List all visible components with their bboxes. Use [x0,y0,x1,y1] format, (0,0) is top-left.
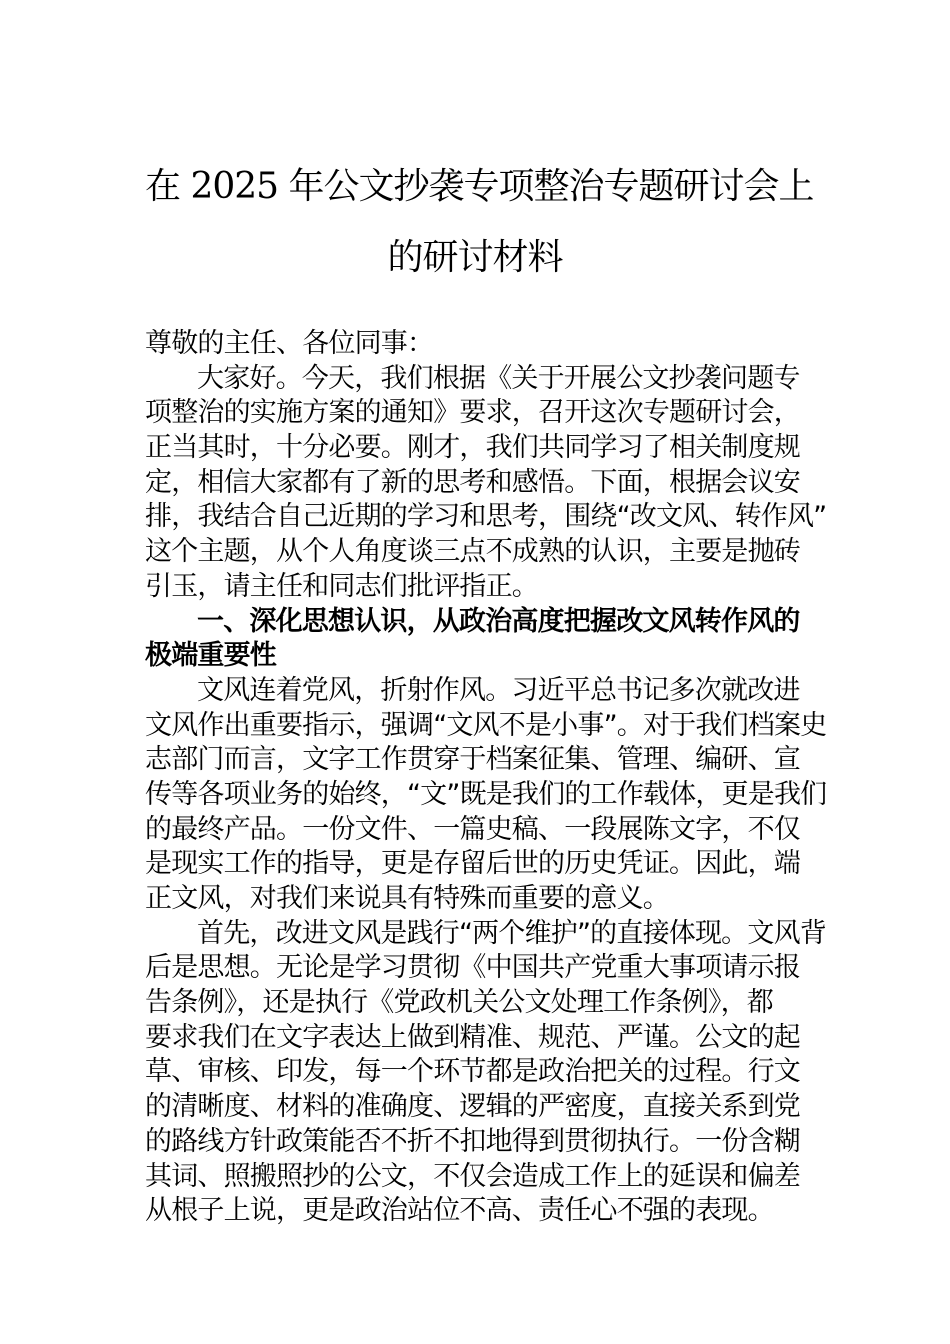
paragraph-line: 大家好。今天，我们根据《关于开展公文抄袭问题专 [197,362,800,394]
paragraph-line: 草、审核、印发，每一个环节都是政治把关的过程。行文 [145,1056,800,1088]
section-heading-line: 一、深化思想认识，从政治高度把握改文风转作风的 [197,605,800,637]
paragraph-line: 的清晰度、材料的准确度、逻辑的严密度，直接关系到党 [145,1091,800,1123]
paragraph-line: 其词、照搬照抄的公文，不仅会造成工作上的延误和偏差 [145,1160,800,1192]
paragraph-line: 志部门而言，文字工作贯穿于档案征集、管理、编研、宣 [145,744,800,776]
paragraph-line: 传等各项业务的始终，“文”既是我们的工作载体，更是我们 [145,778,827,810]
paragraph-line: 告条例》，还是执行《党政机关公文处理工作条例》，都 [145,987,773,1019]
document-title-line-2: 的研讨材料 [387,237,563,278]
paragraph-line: 文风连着党风，折射作风。习近平总书记多次就改进 [197,674,800,706]
document-body [145,327,827,1229]
paragraph-line: 定，相信大家都有了新的思考和感悟。下面，根据会议安 [145,466,800,498]
paragraph-line: 的最终产品。一份文件、一篇史稿、一段展陈文字，不仅 [145,813,800,845]
paragraph-line: 的路线方针政策能否不折不扣地得到贯彻执行。一份含糊 [145,1125,800,1157]
paragraph-line: 正当其时，十分必要。刚才，我们共同学习了相关制度规 [145,432,800,464]
paragraph-line: 正文风，对我们来说具有特殊而重要的意义。 [145,883,669,914]
paragraph-line: 项整治的实施方案的通知》要求，召开这次专题研讨会， [145,397,800,429]
paragraph-line: 引玉，请主任和同志们批评指正。 [145,570,538,602]
paragraph-line: 这个主题，从个人角度谈三点不成熟的认识，主要是抛砖 [145,536,800,568]
paragraph-line: 后是思想。无论是学习贯彻《中国共产党重大事项请示报 [145,952,800,984]
paragraph-line: 从根子上说，更是政治站位不高、责任心不强的表现。 [145,1195,774,1227]
paragraph-line: 文风作出重要指示，强调“文风不是小事”。对于我们档案史 [145,709,827,741]
section-heading-line: 极端重要性 [145,640,276,672]
paragraph-line: 排，我结合自己近期的学习和思考，围绕“改文风、转作风” [145,501,827,533]
paragraph-line: 是现实工作的指导，更是存留后世的历史凭证。因此，端 [145,848,800,880]
salutation: 尊敬的主任、各位同事： [145,328,434,359]
paragraph-line: 要求我们在文字表达上做到精准、规范、严谨。公文的起 [145,1021,800,1053]
body-lines [145,362,827,1229]
document-title-line-1: 在 2025 年公文抄袭专项整治专题研讨会上 [145,166,814,207]
paragraph-line: 首先，改进文风是践行“两个维护”的直接体现。文风背 [197,917,826,949]
